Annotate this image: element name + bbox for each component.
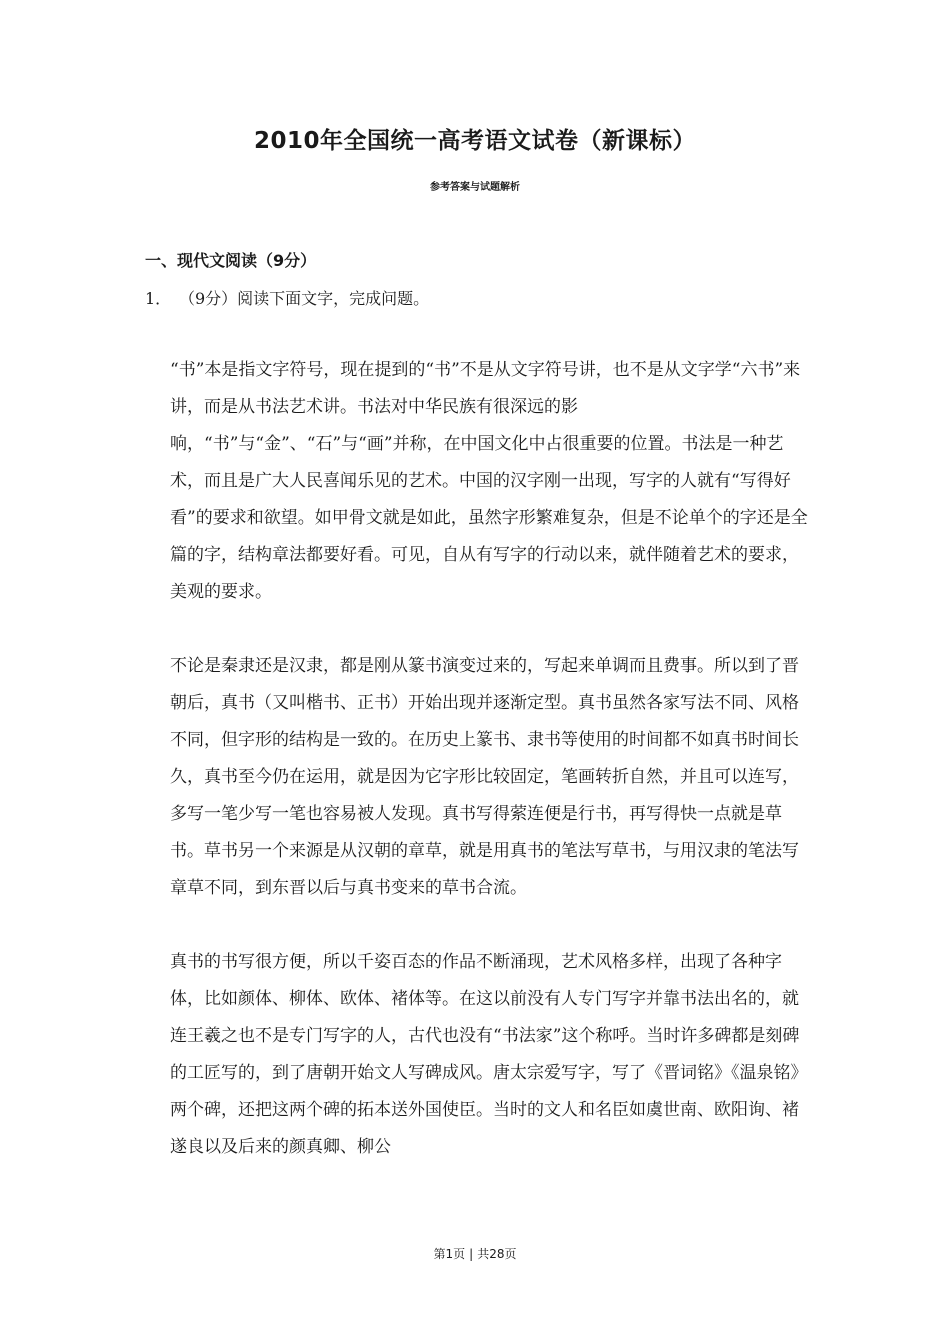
page-total: 共28页: [477, 1247, 517, 1261]
passage-paragraph-1: “书”本是指文字符号，现在提到的“书”不是从文字符号讲，也不是从文字学“六书”来讲，而是从书法艺术讲。书法对中华民族有很深远的影响，“书”与“金”、“石”与“画”并称，在中国文化中占很重要的位置。书法是一种艺术，而且是广大人民喜闻乐见的艺术。中国的汉字刚一出现，写字的人就有“写得好看”的要求和欲望。如甲骨文就是如此，虽然字形繁难复杂，但是不论单个的字还是全篇的字，结构章法都要好看。可见，自从有写字的行动以来，就伴随着艺术的要求，美观的要求。: [170, 360, 808, 602]
footer-separator: |: [469, 1247, 474, 1261]
page-title: 2010年全国统一高考语文试卷（新课标）: [253, 128, 696, 154]
question-text: （9分）阅读下面文字，完成问题。: [179, 289, 430, 308]
question-number: 1．: [145, 289, 172, 308]
reading-passage: [170, 352, 810, 1203]
page-number: 第1页: [433, 1247, 466, 1261]
question-line: [145, 286, 429, 309]
page-footer: [0, 1245, 950, 1262]
passage-paragraph-2: 不论是秦隶还是汉隶，都是刚从篆书演变过来的，写起来单调而且费事。所以到了晋朝后，真书（又叫楷书、正书）开始出现并逐渐定型。真书虽然各家写法不同、风格不同，但字形的结构是一致的。在历史上篆书、隶书等使用的时间都不如真书时间长久，真书至今仍在运用，就是因为它字形比较固定，笔画转折自然，并且可以连写，多写一笔少写一笔也容易被人发现。真书写得萦连便是行书，再写得快一点就是草书。草书另一个来源是从汉朝的章草，就是用真书的笔法写草书，与用汉隶的笔法写章草不同，到东晋以后与真书变来的草书合流。: [170, 656, 799, 898]
section-heading: 一、现代文阅读（9分）: [145, 251, 317, 270]
passage-paragraph-3: 真书的书写很方便，所以千姿百态的作品不断涌现，艺术风格多样，出现了各种字体，比如颜体、柳体、欧体、褚体等。在这以前没有人专门写字并靠书法出名的，就连王羲之也不是专门写字的人，古代也没有“书法家”这个称呼。当时许多碑都是刻碑的工匠写的，到了唐朝开始文人写碑成风。唐太宗爱写字，写了《晋词铭》《温泉铭》两个碑，还把这两个碑的拓本送外国使臣。当时的文人和名臣如虞世南、欧阳询、褚遂良以及后来的颜真卿、柳公: [170, 952, 808, 1157]
page-subtitle: 参考答案与试题解析: [430, 182, 520, 193]
